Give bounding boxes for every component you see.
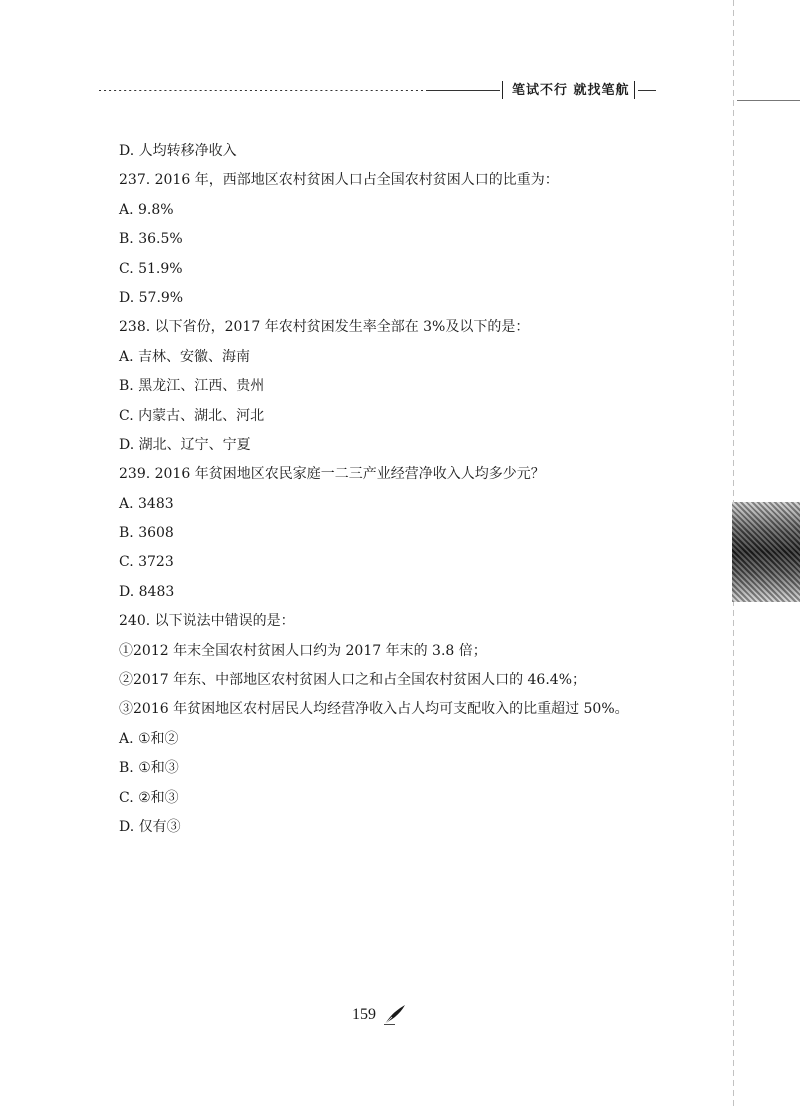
- header-tick-left: [502, 81, 503, 99]
- option-line: A. ①和②: [119, 730, 179, 747]
- option-line: C. 51.9%: [119, 260, 183, 277]
- header-tick-right: [634, 81, 635, 99]
- option-line: B. 36.5%: [119, 231, 183, 248]
- option-line: D. 8483: [119, 583, 175, 600]
- question-239-stem: 239. 2016 年贫困地区农民家庭一二三产业经营净收入人均多少元？: [119, 466, 545, 483]
- header-rule-dashes: [96, 90, 426, 91]
- option-line: B. 3608: [119, 525, 174, 542]
- question-content: [119, 137, 719, 842]
- option-line: A. 9.8%: [119, 201, 174, 218]
- question-240-stem: 240. 以下说法中错误的是：: [119, 613, 295, 630]
- scan-edge-mark: [737, 100, 800, 101]
- option-line: A. 3483: [119, 495, 174, 512]
- header-rule-right: [638, 90, 656, 91]
- option-line: B. ①和③: [119, 760, 179, 777]
- option-line: A. 吉林、安徽、海南: [119, 348, 251, 365]
- quill-icon: [383, 1003, 407, 1025]
- question-237-stem: 237. 2016 年，西部地区农村贫困人口占全国农村贫困人口的比重为：: [119, 172, 559, 189]
- option-line: B. 黑龙江、江西、贵州: [119, 378, 265, 395]
- statement-line: ③2016 年贫困地区农村居民人均经营净收入占人均可支配收入的比重超过 50%。: [119, 701, 629, 718]
- question-238-stem: 238. 以下省份，2017 年农村贫困发生率全部在 3%及以下的是：: [119, 319, 530, 336]
- statement-line: ①2012 年末全国农村贫困人口约为 2017 年末的 3.8 倍；: [119, 642, 487, 659]
- option-line: D. 57.9%: [119, 289, 184, 306]
- option-line: D. 仅有③: [119, 818, 181, 835]
- scan-artifact-band: [732, 502, 800, 602]
- option-line: C. ②和③: [119, 789, 179, 806]
- page-number: 159: [352, 1006, 376, 1023]
- option-line: D. 湖北、辽宁、宁夏: [119, 436, 251, 453]
- option-line: C. 内蒙古、湖北、河北: [119, 407, 265, 424]
- statement-line: ②2017 年东、中部地区农村贫困人口之和占全国农村贫困人口的 46.4%；: [119, 672, 587, 689]
- header-slogan: 笔试不行 就找笔航: [512, 83, 630, 98]
- option-line: C. 3723: [119, 554, 174, 571]
- text-line: D. 人均转移净收入: [119, 143, 237, 159]
